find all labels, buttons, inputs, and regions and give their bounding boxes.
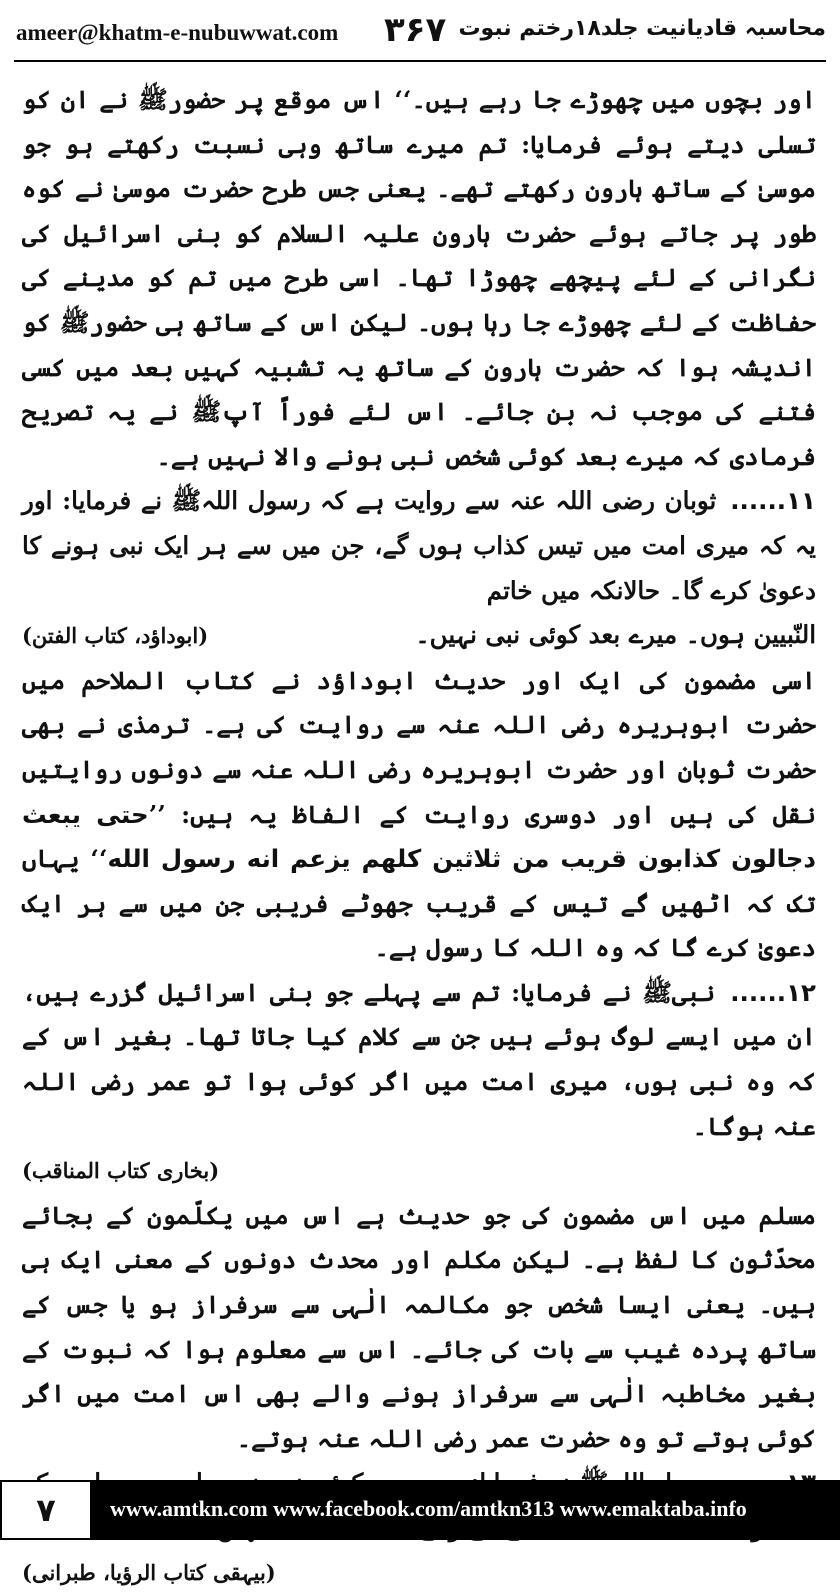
header-divider (14, 60, 826, 62)
paragraph-3: مسلم میں اس مضمون کی جو حدیث ہے اس میں یکلّمون کے بجائے محدّثون کا لفظ ہے۔ لیکن مکلم اور محدث دونوں کے معنی ایک ہی ہیں۔ یعنی ایسا شخص جو مکالمہ الٰہی سے سرفراز ہو یا جس کے ساتھ پردہ غیب سے بات کی جائے۔ اس سے معلوم ہوا کہ نبوت کے بغیر مخاطبہ الٰہی سے سرفراز ہونے والے بھی اس امت میں اگر کوئی ہوتے تو وہ حضرت عمر رضی اللہ عنہ ہوتے۔ (22, 1200, 816, 1453)
hadith-11-text: ثوبان رضی اللہ عنہ سے روایت ہے کہ رسول اللہﷺ نے فرمایا: اور یہ کہ میری امت میں تیس کذاب ہوں گے، جن میں سے ہر ایک نبی ہونے کا دعویٰ کرے گا۔ حالانکہ میں خاتم (22, 486, 816, 605)
hadith-12-text: نبیﷺ نے فرمایا: تم سے پہلے جو بنی اسرائیل گزرے ہیں، ان میں ایسے لوگ ہوئے ہیں جن سے کلام کیا جاتا تھا۔ بغیر اس کے کہ وہ نبی ہوں، میری امت میں اگر کوئی ہوا تو عمر رضی اللہ عنہ ہوگا۔ (22, 977, 816, 1141)
paragraph-2-text-b: ‘‘ یہاں تک کہ اٹھیں گے تیس کے قریب جھوٹے فریبی جن میں سے ہر ایک دعویٰ کرے گا کہ وہ اللہ کا رسول ہے۔ (22, 844, 816, 963)
hadith-13-reference: (بیہقی کتاب الرؤیا، طبرانی) (22, 1559, 276, 1585)
page-number: ۳۶۷ (384, 10, 447, 50)
paragraph-2 (22, 659, 816, 971)
paragraph-1: اور بچوں میں چھوڑے جا رہے ہیں۔‘‘ اس موقع پر حضورﷺ نے ان کو تسلی دیتے ہوئے فرمایا: تم میرے ساتھ وہی نسبت رکھتے ہو جو موسیٰ کے ساتھ ہارون رکھتے تھے۔ یعنی جس طرح حضرت موسیٰ نے کوہ طور پر جاتے ہوئے حضرت ہارون علیہ السلام کو بنی اسرائیل کی نگرانی کے لئے پیچھے چھوڑا تھا۔ اسی طرح میں تم کو مدینے کی حفاظت کے لئے چھوڑے جا رہا ہوں۔ لیکن اس کے ساتھ ہی حضورﷺ کو اندیشہ ہوا کہ حضرت ہارون کے ساتھ یہ تشبیہ کہیں بعد میں کسی فتنے کی موجب نہ بن جائے۔ اس لئے فوراً آپﷺ نے یہ تصریح فرمادی کہ میرے بعد کوئی شخص نبی ہونے والا نہیں ہے۔ (22, 85, 816, 471)
hadith-12-number: ۱۲...... (730, 977, 817, 1007)
page-header (0, 0, 840, 62)
paragraph-2-text-a: اسی مضمون کی ایک اور حدیث ابوداؤد نے کتاب الملاحم میں حضرت ابوہریرہ رضی اللہ عنہ سے روایت کی ہے۔ ترمذی نے بھی حضرت ثوبان اور حضرت ابوہریرہ رضی اللہ عنہ سے دونوں روایتیں نقل کی ہیں اور دوسری روایت کے الفاظ یہ ہیں: ’’ (22, 665, 816, 829)
hadith-11-number: ۱۱...... (730, 486, 817, 516)
footer-page-mark: ۷ (0, 1480, 92, 1540)
hadith-11 (22, 479, 816, 613)
footer-website-links[interactable]: www.amtkn.com www.facebook.com/amtkn313 www.emaktaba.info (110, 1496, 747, 1521)
hadith-12-reference: (بخاری کتاب المناقب) (22, 1158, 220, 1184)
hadith-11-end-line (22, 613, 816, 659)
page-body (22, 78, 816, 1595)
book-title: محاسبہ قادیانیت جلد۱۸رختم نبوت (458, 16, 826, 41)
header-email: ameer@khatm-e-nubuwwat.com (16, 20, 339, 45)
arabic-quote: حتی یبعث دجالون کذابون قریب من ثلاثین کلهم یزعم انه رسول الله (22, 799, 817, 874)
hadith-12 (22, 971, 816, 1149)
hadith-12-ref-line (22, 1149, 816, 1194)
hadith-11-reference: (ابوداؤد، کتاب الفتن) (22, 623, 209, 649)
page-footer (0, 1480, 840, 1540)
hadith-11-text-end: النّبیین ہوں۔ میرے بعد کوئی نبی نہیں۔ (415, 620, 816, 650)
hadith-13-ref-line (22, 1551, 816, 1595)
